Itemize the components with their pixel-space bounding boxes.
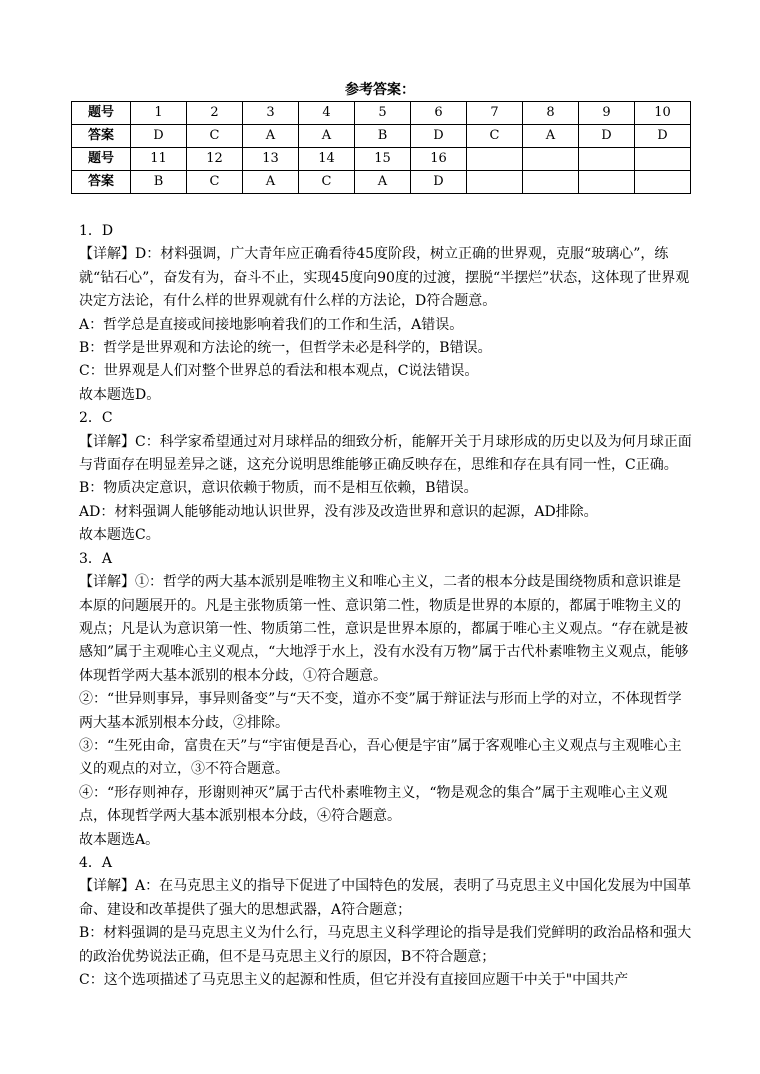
answer-cell: A: [355, 171, 411, 194]
answer-cell: [523, 148, 579, 171]
answer-cell: 10: [635, 102, 691, 125]
text-paragraph: B：哲学是世界观和方法论的统一，但哲学未必是科学的，B错误。: [79, 340, 492, 357]
answer-cell: D: [411, 171, 467, 194]
text-paragraph: ③：“生死由命，富贵在天”与“宇宙便是吾心，吾心便是宇宙”属于客观唯心主义观点与主观唯心主义的观点的对立，③不符合题意。: [79, 737, 682, 778]
answer-cell: 5: [355, 102, 411, 125]
answer-cell: 14: [299, 148, 355, 171]
answer-cell: [635, 171, 691, 194]
answer-cell: 4: [299, 102, 355, 125]
answer-cell: 8: [523, 102, 579, 125]
text-paragraph: C：世界观是人们对整个世界总的看法和根本观点，C说法错误。: [79, 363, 479, 380]
answer-cell: D: [131, 125, 187, 148]
answer-cell: D: [579, 125, 635, 148]
explanations: [79, 220, 694, 992]
text-paragraph: 2．C: [79, 410, 113, 427]
text-paragraph: 故本题选C。: [79, 527, 160, 544]
text-paragraph: C：这个选项描述了马克思主义的起源和性质，但它并没有直接回应题干中关于"中国共产: [79, 972, 629, 988]
answer-cell: [635, 148, 691, 171]
answer-cell: [579, 148, 635, 171]
answer-table-row: [72, 171, 691, 194]
answer-cell: 3: [243, 102, 299, 125]
answer-cell: A: [243, 125, 299, 148]
text-paragraph: ②：“世异则事异，事异则备变”与“天不变，道亦不变”属于辩证法与形而上学的对立，不体现哲学两大基本派别根本分歧，②排除。: [79, 691, 682, 731]
answer-table: [71, 101, 691, 194]
answer-cell: D: [411, 125, 467, 148]
answer-cell: 15: [355, 148, 411, 171]
page-title: 参考答案：: [345, 82, 415, 98]
text-paragraph: ④：“形存则神存，形谢则神灭”属于古代朴素唯物主义，“物是观念的集合”属于主观唯心主义观点，体现哲学两大基本派别根本分歧，④符合题意。: [79, 784, 668, 825]
answer-cell: A: [523, 125, 579, 148]
answer-cell: C: [299, 171, 355, 194]
answer-cell: A: [299, 125, 355, 148]
text-paragraph: 1．D: [79, 223, 114, 239]
text-paragraph: B：材料强调的是马克思主义为什么行，马克思主义科学理论的指导是我们党鲜明的政治品格和强大的政治优势说法正确，但不是马克思主义行的原因，B不符合题意；: [79, 925, 692, 965]
answer-cell: B: [355, 125, 411, 148]
answer-cell: 13: [243, 148, 299, 171]
answer-cell: 12: [187, 148, 243, 171]
answer-cell: 16: [411, 148, 467, 171]
answer-cell: 9: [579, 102, 635, 125]
answer-cell: [467, 148, 523, 171]
text-paragraph: A：哲学总是直接或间接地影响着我们的工作和生活，A错误。: [79, 316, 464, 333]
answer-cell: 1: [131, 102, 187, 125]
row-header: 答案: [72, 171, 131, 194]
answer-cell: [523, 171, 579, 194]
row-header: 题号: [72, 148, 131, 171]
answer-cell: 7: [467, 102, 523, 125]
answer-cell: [579, 171, 635, 194]
answer-cell: 2: [187, 102, 243, 125]
answer-cell: D: [635, 125, 691, 148]
text-paragraph: B：物质决定意识，意识依赖于物质，而不是相互依赖，B错误。: [79, 480, 478, 497]
text-paragraph: 故本题选D。: [79, 386, 161, 403]
row-header: 题号: [72, 102, 131, 125]
text-paragraph: 4．A: [79, 854, 113, 871]
answer-table-row: [72, 148, 691, 171]
text-paragraph: 故本题选A。: [79, 831, 160, 848]
answer-cell: 6: [411, 102, 467, 125]
text-paragraph: 【详解】D：材料强调，广大青年应正确看待45度阶段，树立正确的世界观，克服“玻璃心”，练就“钻石心”，奋发有为，奋斗不止，实现45度向90度的过渡，摆脱“半摆烂”状态，这体现了世界观决定方法论，有什么样的世界观就有什么样的方法论，D符合题意。: [79, 246, 690, 310]
answer-cell: A: [243, 171, 299, 194]
text-paragraph: 【详解】①：哲学的两大基本派别是唯物主义和唯心主义，二者的根本分歧是围绕物质和意识谁是本原的问题展开的。凡是主张物质第一性、意识第二性，物质是世界的本原的，都属于唯物主义的观点；凡是认为意识第一性、物质第二性，意识是世界本原的，都属于唯心主义观点。“存在就是被感知”属于主观唯心主义观点，“大地浮于水上，没有水没有万物”属于古代朴素唯物主义观点，能够体现哲学两大基本派别的根本分歧，①符合题意。: [79, 574, 689, 684]
answer-cell: B: [131, 171, 187, 194]
text-paragraph: 【详解】C：科学家希望通过对月球样品的细致分析，能解开关于月球形成的历史以及为何月球正面与背面存在明显差异之谜，这充分说明思维能够正确反映存在，思维和存在具有同一性，C正确。: [79, 433, 692, 474]
text-paragraph: AD：材料强调人能够能动地认识世界，没有涉及改造世界和意识的起源，AD排除。: [79, 503, 598, 520]
text-paragraph: 3．A: [79, 550, 113, 567]
answer-cell: C: [467, 125, 523, 148]
answer-table-row: [72, 125, 691, 148]
answer-cell: C: [187, 125, 243, 148]
answer-table-row: [72, 102, 691, 125]
answer-cell: 11: [131, 148, 187, 171]
text-paragraph: 【详解】A：在马克思主义的指导下促进了中国特色的发展，表明了马克思主义中国化发展为中国革命、建设和改革提供了强大的思想武器，A符合题意；: [79, 878, 692, 918]
answer-cell: [467, 171, 523, 194]
row-header: 答案: [72, 125, 131, 148]
answer-cell: C: [187, 171, 243, 194]
